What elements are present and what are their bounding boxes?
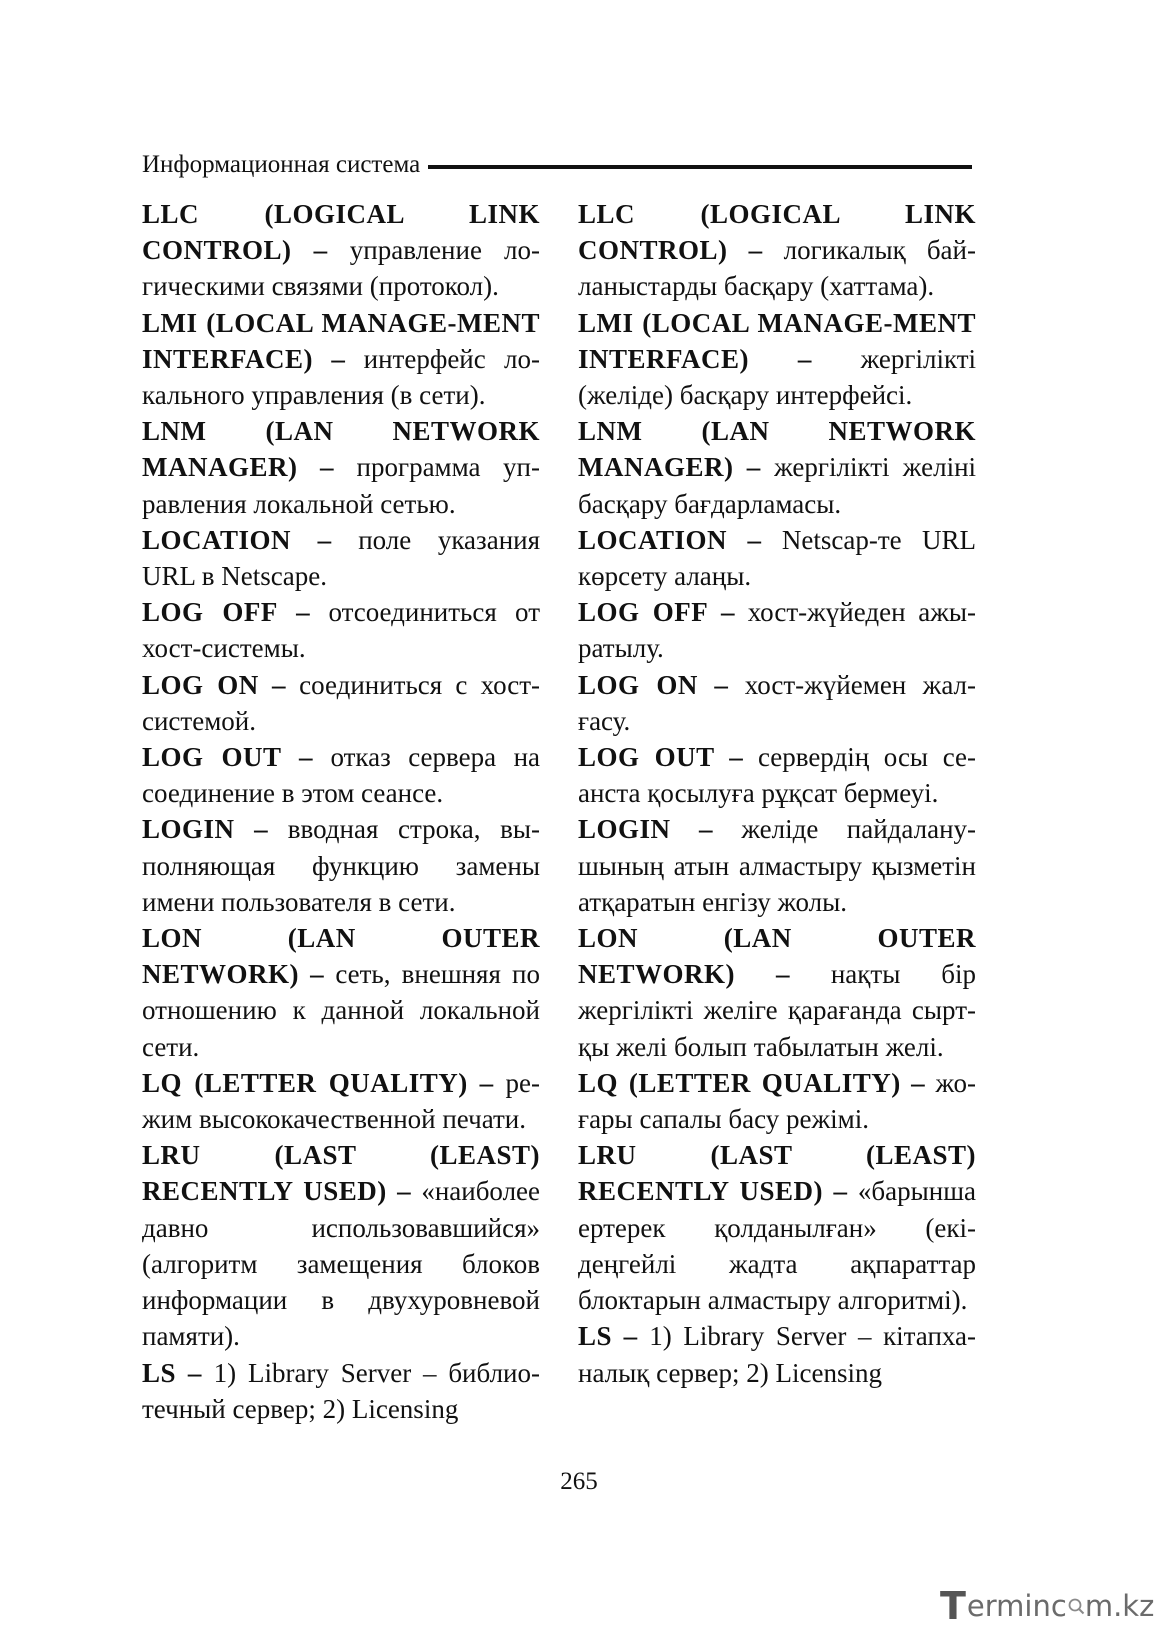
dictionary-entry [142, 594, 540, 666]
left-column-russian [142, 196, 540, 1427]
entry-term: LQ (LETTER QUALITY) [578, 1067, 901, 1098]
entry-separator: – [320, 452, 335, 483]
entry-term: LQ (LETTER QUALITY) [142, 1067, 468, 1098]
entry-term: LMI (LOCAL MANAGE-MENT INTERFACE) [142, 307, 540, 374]
entry-separator: – [187, 1357, 202, 1388]
dictionary-entry [578, 1065, 976, 1137]
page-number: 265 [560, 1468, 598, 1495]
entry-separator: – [313, 235, 328, 266]
entry-term: LOCATION [142, 524, 292, 555]
entry-term: LOG OUT [142, 742, 282, 773]
entry-definition: жоғары сапалы басу режімі. [578, 1067, 977, 1135]
entry-term: LS [578, 1321, 613, 1352]
entry-term: LON (LAN OUTER NETWORK) [142, 923, 540, 990]
entry-definition: сеть, внешняя по отношению к данной локальной сети. [142, 959, 541, 1062]
dictionary-entry [142, 522, 540, 594]
entry-separator: – [714, 669, 729, 700]
entry-term: LOGIN [142, 814, 235, 845]
magnifier-icon [1067, 1597, 1085, 1615]
entry-separator: – [397, 1176, 412, 1207]
entry-definition: хост-жүйемен жалғасу. [578, 669, 977, 736]
header-rule [428, 165, 972, 169]
watermark-text-part2: m.kz [1084, 1589, 1155, 1623]
entry-definition: 1) Library Server – кітапханалық сервер; 2) Licensing [578, 1321, 977, 1388]
entry-term: LOG OUT [578, 742, 715, 773]
dictionary-entry [142, 920, 540, 1065]
entry-term: LMI (LOCAL MANAGE-MENT INTERFACE) [578, 307, 976, 374]
dictionary-entry [142, 413, 540, 522]
dictionary-entry [142, 1065, 540, 1137]
entry-term: LOG ON [142, 669, 259, 700]
dictionary-entry [578, 522, 976, 594]
entry-separator: – [317, 524, 332, 555]
entry-term: LOG OFF [578, 597, 709, 628]
header-title: Информационная система [142, 151, 421, 178]
entry-term: LOG OFF [142, 597, 278, 628]
entry-definition: управление логическими связями (протокол). [142, 235, 541, 302]
entry-term: LRU (LAST (LEAST) RECENTLY USED) [578, 1140, 976, 1207]
entry-definition: поле указания URL в Netscape. [142, 524, 541, 592]
dictionary-entry [578, 920, 976, 1065]
entry-term: LNM (LAN NETWORK MANAGER) [578, 416, 976, 483]
entry-definition: «барынша ертерек қолданылған» (екідеңгейлі жадта ақпараттар блоктарын алмастыру алгоритмі). [578, 1176, 977, 1316]
entry-definition: 1) Library Server – библиотечный сервер; 2) Licensing [142, 1357, 540, 1424]
entry-separator: – [747, 524, 762, 555]
entry-separator: – [623, 1321, 638, 1352]
entry-definition: отсоединиться от хост-системы. [142, 597, 541, 664]
entry-separator: – [271, 669, 286, 700]
entry-definition: соединиться с хост-системой. [142, 669, 541, 736]
running-header [142, 148, 972, 182]
watermark-text-part1: ermin [966, 1589, 1051, 1623]
entry-term: LNM (LAN NETWORK MANAGER) [142, 416, 540, 483]
entry-separator: – [775, 959, 790, 990]
entry-definition: Netscap-те URL көрсету алаңы. [578, 524, 977, 592]
entry-separator: – [331, 343, 346, 374]
watermark-logo [940, 1584, 1154, 1628]
entry-separator: – [254, 814, 269, 845]
dictionary-entry [578, 739, 976, 811]
dictionary-entry [142, 1355, 540, 1427]
entry-separator: – [833, 1176, 848, 1207]
entry-separator: – [911, 1067, 926, 1098]
entry-term: LOG ON [578, 669, 698, 700]
entry-term: LRU (LAST (LEAST) RECENTLY USED) [142, 1140, 540, 1207]
dictionary-entry [142, 305, 540, 414]
entry-term: LON (LAN OUTER NETWORK) [578, 923, 976, 990]
entry-definition: «наиболее давно использовавшийся» (алгоритм замещения блоков информации в двухуровневой памяти). [142, 1176, 541, 1352]
entry-separator: – [698, 814, 713, 845]
dictionary-entry [578, 667, 976, 739]
entry-separator: – [746, 452, 761, 483]
dictionary-entry [142, 196, 540, 305]
dictionary-entry [142, 1137, 540, 1354]
entry-definition: сервердің осы сеанста қосылуға рұқсат бермеуі. [578, 742, 976, 809]
dictionary-entry [578, 811, 976, 920]
dictionary-entry [578, 305, 976, 414]
entry-separator: – [748, 235, 763, 266]
entry-separator: – [298, 742, 313, 773]
watermark-c-glyph: c [1050, 1589, 1067, 1623]
entry-term: LS [142, 1357, 177, 1388]
entry-separator: – [296, 597, 311, 628]
entry-definition: логикалық байланыстарды басқару (хаттама). [578, 235, 976, 302]
entry-term: LLC (LOGICAL LINK CONTROL) [578, 199, 976, 266]
entry-term: LLC (LOGICAL LINK CONTROL) [142, 199, 540, 266]
dictionary-entry [578, 594, 976, 666]
dictionary-entry [142, 739, 540, 811]
entry-separator: – [797, 343, 812, 374]
dictionary-entry [578, 196, 976, 305]
entry-definition: желіде пайдаланушының атын алмастыру қызметін атқаратын енгізу жолы. [578, 814, 977, 917]
entry-definition: вводная строка, выполняющая функцию замены имени пользователя в сети. [142, 814, 541, 917]
entry-definition: хост-жүйеден ажыратылу. [578, 597, 977, 664]
entry-separator: – [729, 742, 744, 773]
entry-definition: программа управления локальной сетью. [142, 452, 541, 519]
entry-term: LOGIN [578, 814, 671, 845]
entry-separator: – [310, 959, 325, 990]
entry-separator: – [479, 1067, 494, 1098]
dictionary-entry [578, 413, 976, 522]
entry-separator: – [720, 597, 735, 628]
watermark-t-glyph: T [940, 1584, 966, 1628]
entry-definition: интерфейс локального управления (в сети). [142, 343, 541, 411]
entry-definition: режим высококачественной печати. [142, 1067, 541, 1135]
entry-term: LOCATION [578, 524, 728, 555]
entry-definition: отказ сервера на соединение в этом сеансе. [142, 742, 541, 809]
right-column-kazakh [578, 196, 976, 1391]
dictionary-entry [578, 1137, 976, 1318]
dictionary-entry [578, 1318, 976, 1390]
entry-definition: жергілікті желіні басқару бағдарламасы. [578, 452, 977, 519]
dictionary-entry [142, 811, 540, 920]
entry-definition: жергілікті (желіде) басқару интерфейсі. [578, 343, 977, 411]
entry-definition: нақты бір жергілікті желіге қарағанда сыртқы желі болып табылатын желі. [578, 959, 977, 1062]
dictionary-entry [142, 667, 540, 739]
